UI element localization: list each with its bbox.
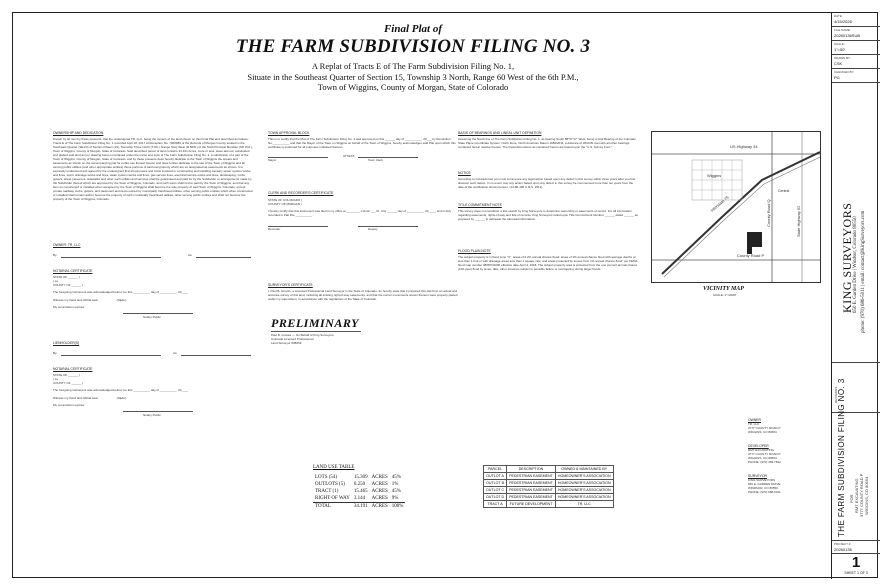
vicinity-map — [651, 131, 821, 283]
client-line: 3777 COUNTY ROAD P — [859, 473, 864, 517]
clerk-text: I hereby certify that this instrument was filed in my office at ________ o'clock ___.M., this ______ day of __________, 20____, and is duly recorded in Plat File __________. — [268, 209, 452, 217]
surveyor-sig-line: Paul B. Groves — On Behalf of King Surveyors — [271, 333, 334, 337]
town-text: This is to certify that the Plat of The Farm Subdivision Filing No. 3 was approved on this ______ day of __________, 20___ by Resolution No.__________ and that the Mayor of the Town on Wiggins on behalf of the Town of Wiggins, hereby acknowledges said Plat upon which this certificate is endorsed for all purposes indicated thereon. — [268, 137, 456, 149]
basis-text: Assuming the South line of The Farm Subdivision Filing No. 1, as bearing South 88°57'17" West, being a Grid Bearing of the Colorado State Plane Coordinate System, North Zone, North American Datum 1983/2011, a distance of 2630.81 feet with all other bearings contained herein relative thereto. The lineal dimensions as contained herein are based upon the "U.S. Survey Foot." — [458, 137, 636, 149]
seal-label: (SEAL) — [116, 298, 127, 302]
label-county-q: County Road Q — [766, 199, 771, 227]
as-label: As: — [173, 351, 178, 355]
town-approval-section — [268, 131, 458, 166]
tb-file: FILE NAME: 20260136SUB — [832, 27, 880, 41]
subtitle-line: A Replat of Tracts E of The Farm Subdivision Filing No. 1, — [311, 61, 515, 71]
label-town: Wiggins — [707, 173, 722, 178]
tb-project: PROJECT # 20260136 — [832, 541, 880, 554]
contact-line: 3777 COUNTY ROAD P — [748, 452, 781, 456]
ack-text: The foregoing instrument was acknowledged before me this __________ day of __________, 20____ — [53, 388, 189, 392]
by-label: By: — [53, 351, 58, 355]
plat-title: THE FARM SUBDIVISION FILING NO. 3 — [235, 36, 591, 57]
clerk-county: COUNTY OF MORGAN ) — [268, 202, 302, 206]
basis-heading: BASIS OF BEARINGS AND LINEAL UNIT DEFINITION — [458, 131, 542, 135]
notes-column — [458, 131, 638, 271]
commission-text: My commission expires: — [53, 403, 86, 407]
contact-line: KING SURVEYORS — [748, 478, 775, 482]
ownership-section — [53, 131, 253, 201]
plat-subtitle — [163, 61, 663, 93]
label-state-hwy: State Highway 52 — [796, 205, 801, 237]
surveyor-contact-heading: SURVEYOR — [748, 474, 767, 478]
clerk-state: STATE OF COLORADO ) — [268, 198, 303, 202]
label-town: Central — [778, 189, 790, 193]
sheet-title: THE FARM SUBDIVISION FILING NO. 3 — [837, 378, 846, 537]
land-use-table — [313, 465, 405, 510]
surveyor-signature — [271, 333, 391, 345]
owner-block: OWNER: TR, LLC By: As: NOTARIAL CERTIFICATE STATE OF ______ ) ) ss. COUNTY OF ______ ) The foregoing instrument was acknowledged before me this __________ day of __________, 20____ Witness my hand and official seal. (SEAL) My commission expires: Notary Public — [53, 243, 253, 319]
clerk-heading: CLERK AND RECORDER'S CERTIFICATE — [268, 191, 334, 195]
contacts — [748, 418, 823, 494]
company-address: 650 E. Garden Drive | Windsor, Colorado 80550 — [853, 216, 858, 313]
surveyor-sig-line: Colorado Licensed Professional — [271, 337, 314, 341]
table-row: TRACT (1) 15.465 ACRES 45% — [315, 489, 401, 494]
table-row: RIGHT OF WAY 3.144 ACRES 9% — [313, 495, 405, 503]
surveyor-heading: SURVEYOR'S CERTIFICATE — [268, 283, 313, 287]
label-us34: US Highway 34 — [730, 144, 758, 149]
ack-text: The foregoing instrument was acknowledged before me this __________ day of __________, 20____ — [53, 290, 189, 294]
as-label: As: — [188, 253, 193, 257]
tb-drawn: DRAWN BY: CSK — [832, 55, 880, 69]
flood-heading: FLOOD PLAIN NOTE — [458, 249, 491, 253]
client-line: FOR — [849, 494, 854, 503]
contact-line: RMT EXCAVATING — [748, 448, 774, 452]
owner-contact-heading: OWNER — [748, 418, 761, 422]
town-heading: TOWN APPROVAL BLOCK — [268, 131, 310, 135]
subtitle-line: Town of Wiggins, County of Morgan, State of Colorado — [317, 82, 509, 92]
vicinity-map-drawing — [652, 132, 820, 282]
contact-line: PHONE: (970) 686-5011 — [748, 490, 781, 494]
client-line: RMT EXCAVATING — [854, 478, 859, 513]
land-use-title: LAND USE TABLE — [313, 465, 355, 470]
vicinity-title: VICINITY MAP — [703, 286, 744, 292]
state-label: STATE OF — [53, 373, 68, 377]
notarial-heading: NOTARIAL CERTIFICATE — [53, 367, 93, 371]
sheet-number: 1 — [851, 554, 861, 571]
table-row: OUTLOT A PEDESTRIAN EASEMENT HOMEOWNER'S ASSOCIATION — [484, 473, 614, 480]
ownership-heading: OWNERSHIP AND DEDICATION — [53, 131, 104, 135]
label-county-p: County Road P — [737, 253, 765, 258]
attest-label: ATTEST: — [343, 154, 355, 158]
vicinity-scale: SCALE: 1"=2000' — [713, 293, 737, 297]
revisions-label: REVISIONS — [834, 386, 838, 403]
tb-checked: CHECKED BY: PG — [832, 69, 880, 83]
notary-label: Notary Public — [143, 413, 161, 417]
company-name: KING SURVEYORS — [840, 202, 854, 313]
title-block — [831, 13, 880, 579]
flood-text: The subject property is in flood zone "X", areas of 0.2% annual chance flood; areas of 1% annual chance flood with average depths of less than 1 foot or with drainage areas less than 1 square mile; and areas protected by levees from 1% annual chance flood" per FEMA flood map number 08087C0000 effective date April 4, 2018. The subject property area is protected from the one percent annual chance (100-year) flood by levee, dike, other structure subject to possible failure or overtopping during larger floods. — [458, 255, 638, 271]
parcel-table — [483, 465, 614, 508]
table-row: OUTLOT C PEDESTRIAN EASEMENT HOMEOWNER'S ASSOCIATION — [484, 487, 614, 494]
company-contact: phone: (970) 686-5011 | email: contact@KingSurveyors.com — [861, 210, 866, 333]
ss-label: ) ss. — [53, 377, 59, 381]
contact-line: TR, LLC — [748, 422, 760, 426]
label-i76: Interstate 76 — [709, 194, 730, 213]
mayor-label: Mayor — [268, 158, 277, 162]
tb-company — [832, 83, 880, 363]
ss-label: ) ss. — [53, 279, 59, 283]
surveyor-sig-line: Land Surveyor #38059 — [271, 341, 302, 345]
table-row: OUTLOTS (5) 0.250 ACRES 1% — [315, 482, 399, 487]
lienholder-block: LIENHOLDER(S) By: As: NOTARIAL CERTIFICATE STATE OF ______ ) ) ss. COUNTY OF ______ ) The foregoing instrument was acknowledged before me this __________ day of __________, 20____ Witness my hand and official seal. (SEAL) My commission expires: Notary Public — [53, 341, 253, 417]
notarial-heading: NOTARIAL CERTIFICATE — [53, 269, 93, 273]
site-location — [747, 232, 762, 254]
owner-heading: OWNER: TR, LLC — [53, 243, 81, 247]
tb-sheet-number — [832, 554, 880, 579]
subtitle-line: Situate in the Southeast Quarter of Section 15, Township 3 North, Range 60 West of the 6th P.M., — [247, 71, 579, 82]
preliminary-stamp: PRELIMINARY — [271, 316, 359, 330]
surveyor-text: I, Paul B. Groves, a Licensed Professional Land Surveyor in the State of Colorado, do hereby state that it prepared this plat from an actual and accurate survey of this land, including all existing right-of-way easements, and that the corner monuments shown thereon were properly placed under my supervision, in accordance with the regulations of the State of Colorado. — [268, 289, 458, 301]
commission-text: My commission expires: — [53, 305, 86, 309]
notary-label: Notary Public — [143, 315, 161, 319]
ownership-text: Known by all men by these presents, that the undersigned TR, LLC, being the owners of the land shown on this Final Plat and described as follows: Tracts E of The Farm Subdivision Filing No. 1 recorded April 18, 2017 at Reception No. 7000983 of the Records of Morgan County located in the Southeast Quarter (SE1/4) of Section Fifteen (15), Township Three North (T.3N.), Range Sixty West (R.60W.) of the Sixth Principal Meridian (6th P.M.), Town of Wiggins, County of Morgan, State of Colorado. Said described parcel of land contains 34.191 Acres, more or less. Have laid out, subdivided and platted said land as per drawing hereon contained under the name and style of The Farm Subdivision Filing No. 3, a subdivision of a part of the Town of Wiggins, County of Morgan, State of Colorado, and by these presents does hereby dedicate to the Town of Wiggins the streets and easements as shown on the accompanying plat for public use thereof forever and does further dedicate to the use of the Town of Wiggins and all serving public utilities (and other appropriate entities) those portions of said real property which are so designated as easements as shown. It is expressly understood and agreed by the undersigned that all expenses and costs involved in constructing and installing sanitary sewer system works and lines, storm drainage works and lines, water system works and lines, gas service lines, electrical service works and lines, landscaping, curbs, gutters, street pavement, sidewalks and other such utilities and services shall be guaranteed and paid for by the Subdivider or arrangements made by the Subdivider thereof which are approved by the Town of Wiggins, Colorado, and such sums shall not be paid by the Town of Wiggins, and that any item so constructed or installed when accepted by the Town of Wiggins shall become the sole property of said Town of Wiggins, Colorado, except private roadway curbs, gutters, and pavement and items owned by municipally franchised utilities, other serving public entities which when constructed or installed shall remain and/or become the property of such municipally franchised utilities, other serving public entities and shall not become the property of the Town of Wiggins, Colorado. — [53, 137, 253, 201]
title-commitment-heading: TITLE COMMITMENT NOTE — [458, 203, 502, 207]
contact-line: WINDSOR, CO 80550 — [748, 486, 778, 490]
table-row: OUTLOT B PEDESTRIAN EASEMENT HOMEOWNER'S ASSOCIATION — [484, 480, 614, 487]
contact-line: 650 E. GARDEN DRIVE — [748, 482, 781, 486]
contact-line: WIGGINS, CO 80654 — [748, 430, 777, 434]
county-label: COUNTY OF — [53, 283, 71, 287]
developer-contact-heading: DEVELOPER — [748, 444, 769, 448]
tb-date: DATE: 4/15/2026 — [832, 13, 880, 27]
state-label: STATE OF — [53, 275, 68, 279]
contact-line: PHONE: (970) 483-7812 — [748, 460, 781, 464]
table-total-row: TOTAL 34.191 ACRES 100% — [315, 504, 404, 509]
town-clerk-label: Town Clerk — [368, 158, 383, 162]
sheet-of: SHEET 1 OF 3 — [844, 571, 868, 575]
table-row: LOTS (54) 15.309 ACRES 45% — [315, 475, 401, 480]
notice-text: According to Colorado law you must commence any legal action based upon any defect in this survey within three years after you first discover such defect. In no event may any action based upon any defect in this survey be commenced more than ten years from the date of the certification shown hereon. (13-80-105 C.R.S. 2012) — [458, 177, 636, 189]
plat-sheet — [12, 12, 878, 578]
by-label: By: — [53, 253, 58, 257]
surveyor-section — [268, 283, 458, 301]
clerk-section — [268, 191, 458, 235]
lienholder-heading: LIENHOLDER(S) — [53, 341, 80, 345]
contact-line: WIGGINS, CO 80654 — [748, 456, 777, 460]
table-row: OUTLOT D PEDESTRIAN EASEMENT HOMEOWNER'S ASSOCIATION — [484, 494, 614, 501]
table-row: TRACT A FUTURE DEVELOPMENT TR, LLC — [484, 501, 614, 508]
notice-heading: NOTICE — [458, 171, 471, 175]
client-line: WIGGINS, CO 80654 — [864, 476, 869, 515]
title-commitment-text: This survey does not constitute a title search by King Surveyors to determine ownership or easements of record. For all information regarding easements, rights-of-way and title of records, King Surveyors relied upon Title Commitment Number ______ dated ______ as prepared by ______ to delineate the aforesaid information. — [458, 209, 638, 221]
witness-text: Witness my hand and official seal. — [53, 298, 99, 302]
tb-scale: SCALE: 1"=50' — [832, 41, 880, 55]
witness-text: Witness my hand and official seal. — [53, 396, 99, 400]
seal-label: (SEAL) — [116, 396, 127, 400]
plat-kicker: Final Plat of — [383, 23, 443, 35]
deputy-label: Deputy — [368, 227, 378, 231]
contact-line: 3777 COUNTY ROAD P — [748, 426, 781, 430]
recorder-label: Recorder — [268, 227, 281, 231]
county-label: COUNTY OF — [53, 381, 71, 385]
table-header-row: PARCEL DESCRIPTION OWNED & MAINTAINED BY — [484, 466, 614, 473]
